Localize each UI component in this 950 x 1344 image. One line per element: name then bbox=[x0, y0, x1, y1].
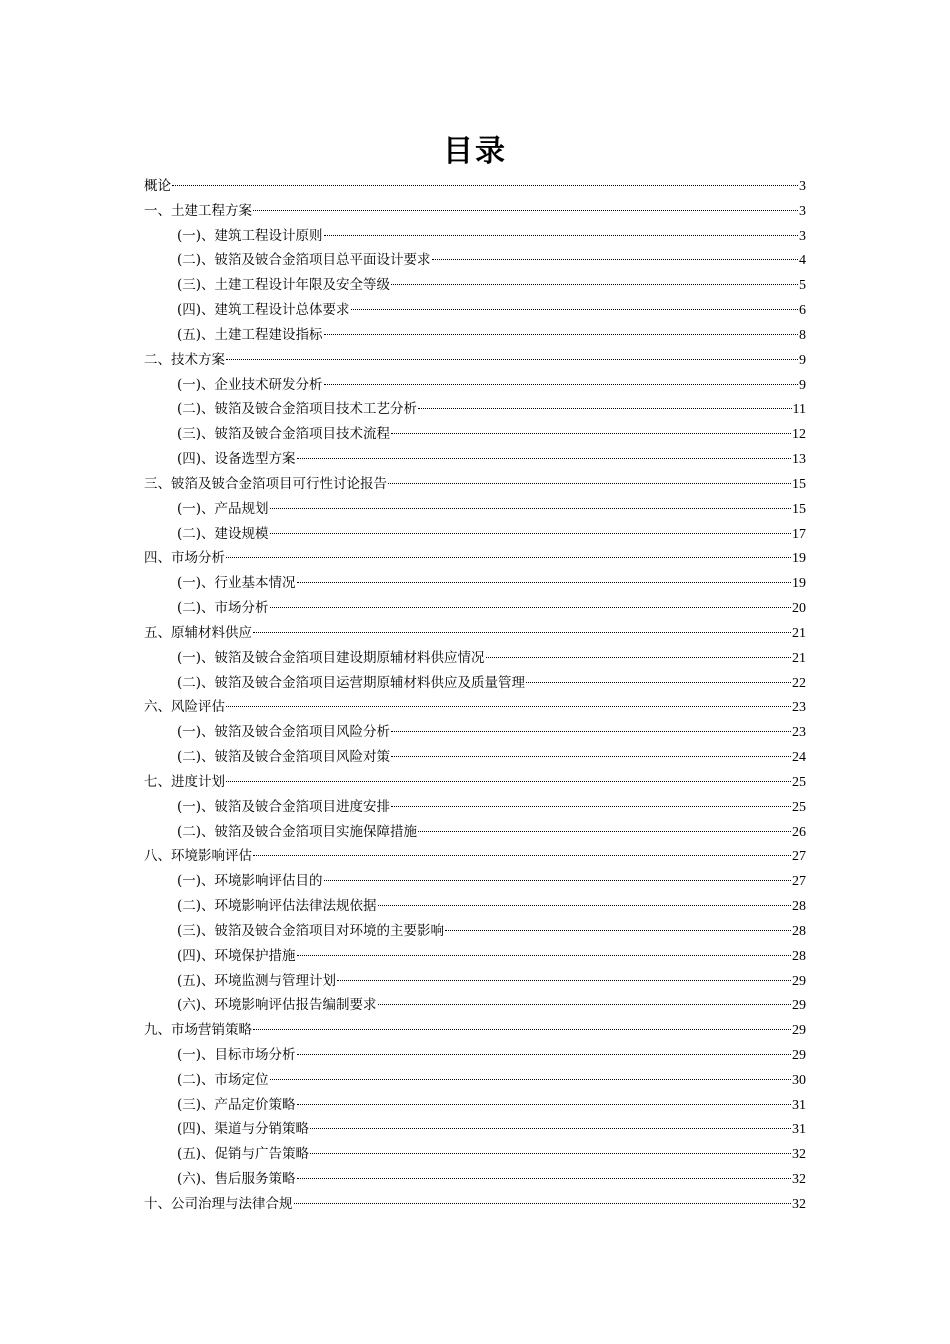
dot-leader bbox=[337, 979, 791, 981]
toc-entry[interactable] bbox=[144, 546, 806, 571]
toc-entry-label: (一)、产品规划 bbox=[177, 500, 269, 517]
toc-subentry[interactable] bbox=[144, 273, 806, 298]
toc-subentry[interactable] bbox=[144, 820, 806, 845]
dot-leader bbox=[418, 407, 791, 409]
toc-entry-label: (三)、铍箔及铍合金箔项目技术流程 bbox=[177, 426, 391, 443]
dot-leader bbox=[388, 482, 791, 484]
dot-leader bbox=[297, 1103, 791, 1105]
toc-entry[interactable] bbox=[144, 472, 806, 497]
toc-page-number: 21 bbox=[792, 625, 806, 641]
dot-leader bbox=[297, 1053, 791, 1055]
toc-entry-label: (三)、产品定价策略 bbox=[177, 1096, 296, 1113]
toc-page-number: 25 bbox=[792, 774, 806, 790]
dot-leader bbox=[270, 507, 791, 509]
toc-entry-label: (一)、环境影响评估目的 bbox=[177, 873, 323, 890]
dot-leader bbox=[324, 234, 798, 236]
toc-subentry[interactable] bbox=[144, 944, 806, 969]
dot-leader bbox=[172, 184, 798, 186]
toc-page-number: 5 bbox=[799, 278, 806, 294]
toc-subentry[interactable] bbox=[144, 1093, 806, 1118]
toc-page-number: 24 bbox=[792, 750, 806, 766]
toc-subentry[interactable] bbox=[144, 571, 806, 596]
toc-entry-label: (一)、行业基本情况 bbox=[177, 575, 296, 592]
toc-entry-label: (二)、铍箔及铍合金箔项目运营期原辅材料供应及质量管理 bbox=[177, 674, 526, 691]
dot-leader bbox=[253, 1028, 791, 1030]
toc-subentry[interactable] bbox=[144, 323, 806, 348]
toc-subentry[interactable] bbox=[144, 1068, 806, 1093]
toc-page-number: 4 bbox=[799, 253, 806, 269]
toc-entry-label: (一)、目标市场分析 bbox=[177, 1046, 296, 1063]
toc-entry-label: (一)、铍箔及铍合金箔项目进度安排 bbox=[177, 798, 391, 815]
dot-leader bbox=[486, 656, 791, 658]
toc-entry-label: (二)、铍箔及铍合金箔项目实施保障措施 bbox=[177, 823, 418, 840]
toc-subentry[interactable] bbox=[144, 720, 806, 745]
dot-leader bbox=[391, 730, 791, 732]
toc-page-number: 15 bbox=[792, 476, 806, 492]
toc-page-number: 29 bbox=[792, 1023, 806, 1039]
toc-page-number: 23 bbox=[792, 725, 806, 741]
toc-subentry[interactable] bbox=[144, 646, 806, 671]
toc-subentry[interactable] bbox=[144, 447, 806, 472]
dot-leader bbox=[253, 631, 791, 633]
dot-leader bbox=[432, 258, 798, 260]
toc-entry-label: (六)、售后服务策略 bbox=[177, 1171, 296, 1188]
toc-subentry[interactable] bbox=[144, 745, 806, 770]
toc-page-number: 12 bbox=[792, 427, 806, 443]
toc-page-number: 29 bbox=[792, 998, 806, 1014]
toc-page-number: 20 bbox=[792, 601, 806, 617]
toc-page-number: 32 bbox=[792, 1147, 806, 1163]
toc-entry-label: (四)、建筑工程设计总体要求 bbox=[177, 302, 350, 319]
toc-page-number: 19 bbox=[792, 551, 806, 567]
toc-entry-label: (二)、铍箔及铍合金箔项目技术工艺分析 bbox=[177, 401, 418, 418]
toc-page-number: 25 bbox=[792, 799, 806, 815]
dot-leader bbox=[378, 1003, 791, 1005]
toc-entry-label: 六、风险评估 bbox=[144, 699, 225, 716]
toc-entry-label: (二)、铍箔及铍合金箔项目风险对策 bbox=[177, 749, 391, 766]
dot-leader bbox=[226, 780, 791, 782]
toc-page-number: 19 bbox=[792, 576, 806, 592]
toc-entry[interactable] bbox=[144, 621, 806, 646]
toc-subentry[interactable] bbox=[144, 422, 806, 447]
toc-subentry[interactable] bbox=[144, 1043, 806, 1068]
toc-entry-label: (五)、环境监测与管理计划 bbox=[177, 972, 337, 989]
dot-leader bbox=[324, 383, 798, 385]
dot-leader bbox=[226, 358, 798, 360]
toc-page-number: 3 bbox=[799, 228, 806, 244]
toc-entry-label: 七、进度计划 bbox=[144, 773, 225, 790]
toc-page-number: 31 bbox=[792, 1122, 806, 1138]
toc-subentry[interactable] bbox=[144, 1167, 806, 1192]
toc-entry[interactable] bbox=[144, 844, 806, 869]
toc-page-number: 3 bbox=[799, 203, 806, 219]
toc-entry-label: 三、铍箔及铍合金箔项目可行性讨论报告 bbox=[144, 475, 387, 492]
toc-page-number: 13 bbox=[792, 452, 806, 468]
toc-entry-label: (一)、铍箔及铍合金箔项目风险分析 bbox=[177, 724, 391, 741]
toc-subentry[interactable] bbox=[144, 894, 806, 919]
toc-subentry[interactable] bbox=[144, 248, 806, 273]
toc-entry-label: (四)、环境保护措施 bbox=[177, 947, 296, 964]
toc-subentry[interactable] bbox=[144, 919, 806, 944]
table-of-contents bbox=[144, 174, 806, 1217]
toc-subentry[interactable] bbox=[144, 522, 806, 547]
toc-entry-label: (一)、企业技术研发分析 bbox=[177, 376, 323, 393]
toc-page-number: 30 bbox=[792, 1072, 806, 1088]
toc-page-number: 11 bbox=[792, 402, 806, 418]
toc-entry-label: 一、土建工程方案 bbox=[144, 202, 252, 219]
dot-leader bbox=[270, 606, 791, 608]
toc-page-number: 28 bbox=[792, 923, 806, 939]
toc-page-number: 21 bbox=[792, 650, 806, 666]
toc-entry-label: (五)、土建工程建设指标 bbox=[177, 326, 323, 343]
toc-page-number: 29 bbox=[792, 1047, 806, 1063]
dot-leader bbox=[297, 954, 791, 956]
dot-leader bbox=[391, 432, 791, 434]
toc-entry-label: (二)、环境影响评估法律法规依据 bbox=[177, 898, 377, 915]
toc-subentry[interactable] bbox=[144, 298, 806, 323]
dot-leader bbox=[324, 333, 798, 335]
toc-entry-label: (四)、设备选型方案 bbox=[177, 451, 296, 468]
dot-leader bbox=[391, 283, 798, 285]
toc-entry[interactable] bbox=[144, 199, 806, 224]
toc-entry-label: (一)、建筑工程设计原则 bbox=[177, 227, 323, 244]
page-title: 目录 bbox=[443, 134, 507, 169]
toc-page-number: 15 bbox=[792, 501, 806, 517]
toc-page-number: 8 bbox=[799, 327, 806, 343]
toc-page-number: 28 bbox=[792, 948, 806, 964]
toc-entry-label: 五、原辅材料供应 bbox=[144, 624, 252, 641]
toc-subentry[interactable] bbox=[144, 969, 806, 994]
toc-entry-label: (三)、铍箔及铍合金箔项目对环境的主要影响 bbox=[177, 922, 445, 939]
dot-leader bbox=[226, 705, 791, 707]
dot-leader bbox=[253, 854, 791, 856]
toc-subentry[interactable] bbox=[144, 795, 806, 820]
toc-subentry[interactable] bbox=[144, 1142, 806, 1167]
dot-leader bbox=[310, 1152, 791, 1154]
toc-entry-label: (四)、渠道与分销策略 bbox=[177, 1121, 310, 1138]
dot-leader bbox=[391, 755, 791, 757]
dot-leader bbox=[351, 308, 798, 310]
toc-page-number: 31 bbox=[792, 1097, 806, 1113]
toc-subentry[interactable] bbox=[144, 224, 806, 249]
toc-page-number: 27 bbox=[792, 849, 806, 865]
toc-entry-label: (六)、环境影响评估报告编制要求 bbox=[177, 997, 377, 1014]
dot-leader bbox=[391, 805, 791, 807]
toc-entry-label: (五)、促销与广告策略 bbox=[177, 1146, 310, 1163]
toc-entry-label: (一)、铍箔及铍合金箔项目建设期原辅材料供应情况 bbox=[177, 649, 485, 666]
dot-leader bbox=[297, 1177, 791, 1179]
dot-leader bbox=[526, 681, 791, 683]
toc-page-number: 32 bbox=[792, 1172, 806, 1188]
toc-page-number: 27 bbox=[792, 874, 806, 890]
toc-subentry[interactable] bbox=[144, 993, 806, 1018]
toc-page-number: 28 bbox=[792, 899, 806, 915]
toc-page-number: 23 bbox=[792, 700, 806, 716]
toc-entry[interactable] bbox=[144, 174, 806, 199]
toc-entry-label: 九、市场营销策略 bbox=[144, 1022, 252, 1039]
dot-leader bbox=[445, 929, 791, 931]
toc-entry-label: 二、技术方案 bbox=[144, 351, 225, 368]
dot-leader bbox=[324, 879, 791, 881]
dot-leader bbox=[310, 1127, 791, 1129]
dot-leader bbox=[270, 532, 791, 534]
toc-entry-label: 四、市场分析 bbox=[144, 550, 225, 567]
toc-page-number: 9 bbox=[799, 377, 806, 393]
toc-page-number: 29 bbox=[792, 973, 806, 989]
toc-page-number: 6 bbox=[799, 303, 806, 319]
toc-entry[interactable] bbox=[144, 1018, 806, 1043]
toc-subentry[interactable] bbox=[144, 1117, 806, 1142]
toc-page-number: 17 bbox=[792, 526, 806, 542]
toc-entry-label: 概论 bbox=[144, 178, 171, 194]
toc-page-number: 26 bbox=[792, 824, 806, 840]
dot-leader bbox=[294, 1202, 792, 1204]
dot-leader bbox=[378, 904, 791, 906]
dot-leader bbox=[297, 581, 791, 583]
toc-subentry[interactable] bbox=[144, 397, 806, 422]
dot-leader bbox=[226, 556, 791, 558]
toc-entry-label: (二)、市场分析 bbox=[177, 600, 269, 617]
dot-leader bbox=[270, 1078, 791, 1080]
toc-page-number: 3 bbox=[799, 179, 806, 194]
toc-subentry[interactable] bbox=[144, 497, 806, 522]
toc-subentry[interactable] bbox=[144, 869, 806, 894]
dot-leader bbox=[253, 209, 798, 211]
toc-subentry[interactable] bbox=[144, 373, 806, 398]
toc-page-number: 22 bbox=[792, 675, 806, 691]
toc-entry-label: 八、环境影响评估 bbox=[144, 848, 252, 865]
toc-entry[interactable] bbox=[144, 695, 806, 720]
toc-entry-label: (三)、土建工程设计年限及安全等级 bbox=[177, 277, 391, 294]
toc-subentry[interactable] bbox=[144, 671, 806, 696]
dot-leader bbox=[297, 457, 791, 459]
toc-entry-label: (二)、铍箔及铍合金箔项目总平面设计要求 bbox=[177, 252, 431, 269]
dot-leader bbox=[418, 830, 791, 832]
toc-entry[interactable] bbox=[144, 348, 806, 373]
toc-entry-label: (二)、建设规模 bbox=[177, 525, 269, 542]
toc-subentry[interactable] bbox=[144, 596, 806, 621]
toc-entry[interactable] bbox=[144, 770, 806, 795]
toc-page-number: 32 bbox=[792, 1196, 806, 1212]
toc-entry[interactable] bbox=[144, 1192, 806, 1217]
toc-entry-label: (二)、市场定位 bbox=[177, 1071, 269, 1088]
toc-entry-label: 十、公司治理与法律合规 bbox=[144, 1195, 293, 1212]
toc-page-number: 9 bbox=[799, 352, 806, 368]
